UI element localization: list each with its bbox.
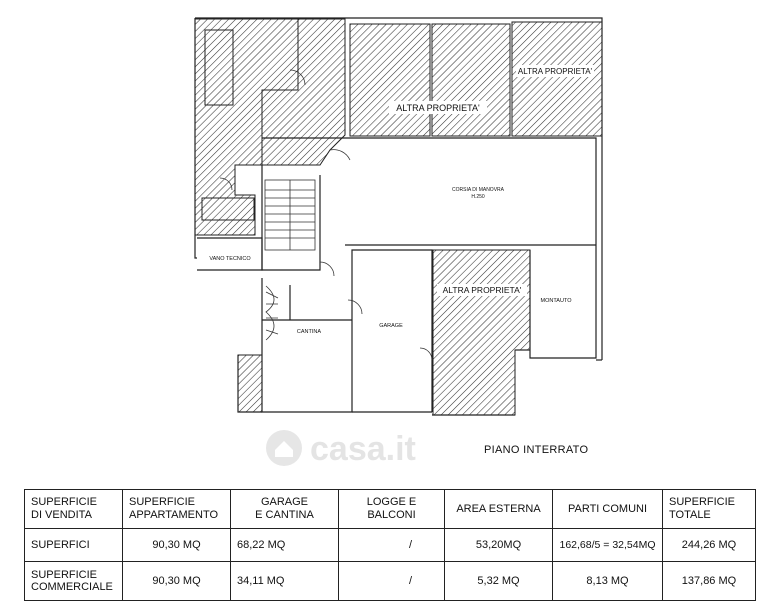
cell-appartamento: 90,30 MQ [123,562,231,601]
area-table [24,489,756,601]
header-area-esterna: AREA ESTERNA [445,490,553,529]
cell-totale: 137,86 MQ [663,562,756,601]
watermark-logo [262,424,492,472]
row-label: SUPERFICIE COMMERCIALE [25,562,123,601]
label-corsia-manovra: CORSIA DI MANOVRA [452,187,504,193]
hatched-areas [195,19,602,415]
floor-level-label: PIANO INTERRATO [484,444,589,456]
cell-parti-comuni: 8,13 MQ [553,562,663,601]
table-row [25,529,756,562]
label-corsia-height: H.250 [471,194,485,200]
cell-appartamento: 90,30 MQ [123,529,231,562]
header-parti-comuni: PARTI COMUNI [553,490,663,529]
header-superficie-appartamento: SUPERFICIE APPARTAMENTO [123,490,231,529]
table-row [25,562,756,601]
header-garage-cantina: GARAGE E CANTINA [231,490,339,529]
watermark-text: casa.it [310,430,416,468]
label-altra-proprieta-1: ALTRA PROPRIETA' [396,103,480,113]
table-header-row [25,490,756,529]
cell-totale: 244,26 MQ [663,529,756,562]
row-label: SUPERFICI [25,529,123,562]
cell-area-esterna: 5,32 MQ [445,562,553,601]
label-altra-proprieta-3: ALTRA PROPRIETA' [442,285,522,295]
label-altra-proprieta-2: ALTRA PROPRIETA' [517,67,593,76]
cell-area-esterna: 53,20MQ [445,529,553,562]
cell-garage-cantina: 68,22 MQ [231,529,339,562]
cell-parti-comuni: 162,68/5 = 32,54MQ [553,529,663,562]
cell-garage-cantina: 34,11 MQ [231,562,339,601]
cell-logge-balconi: / [339,529,445,562]
header-superficie-vendita: SUPERFICIE DI VENDITA [25,490,123,529]
cell-logge-balconi: / [339,562,445,601]
header-superficie-totale: SUPERFICIE TOTALE [663,490,756,529]
label-cantina: CANTINA [296,329,322,335]
label-vano-tecnico: VANO TECNICO [209,256,251,262]
header-logge-balconi: LOGGE E BALCONI [339,490,445,529]
label-montauto: MONTAUTO [540,298,572,304]
label-garage: GARAGE [379,323,403,329]
